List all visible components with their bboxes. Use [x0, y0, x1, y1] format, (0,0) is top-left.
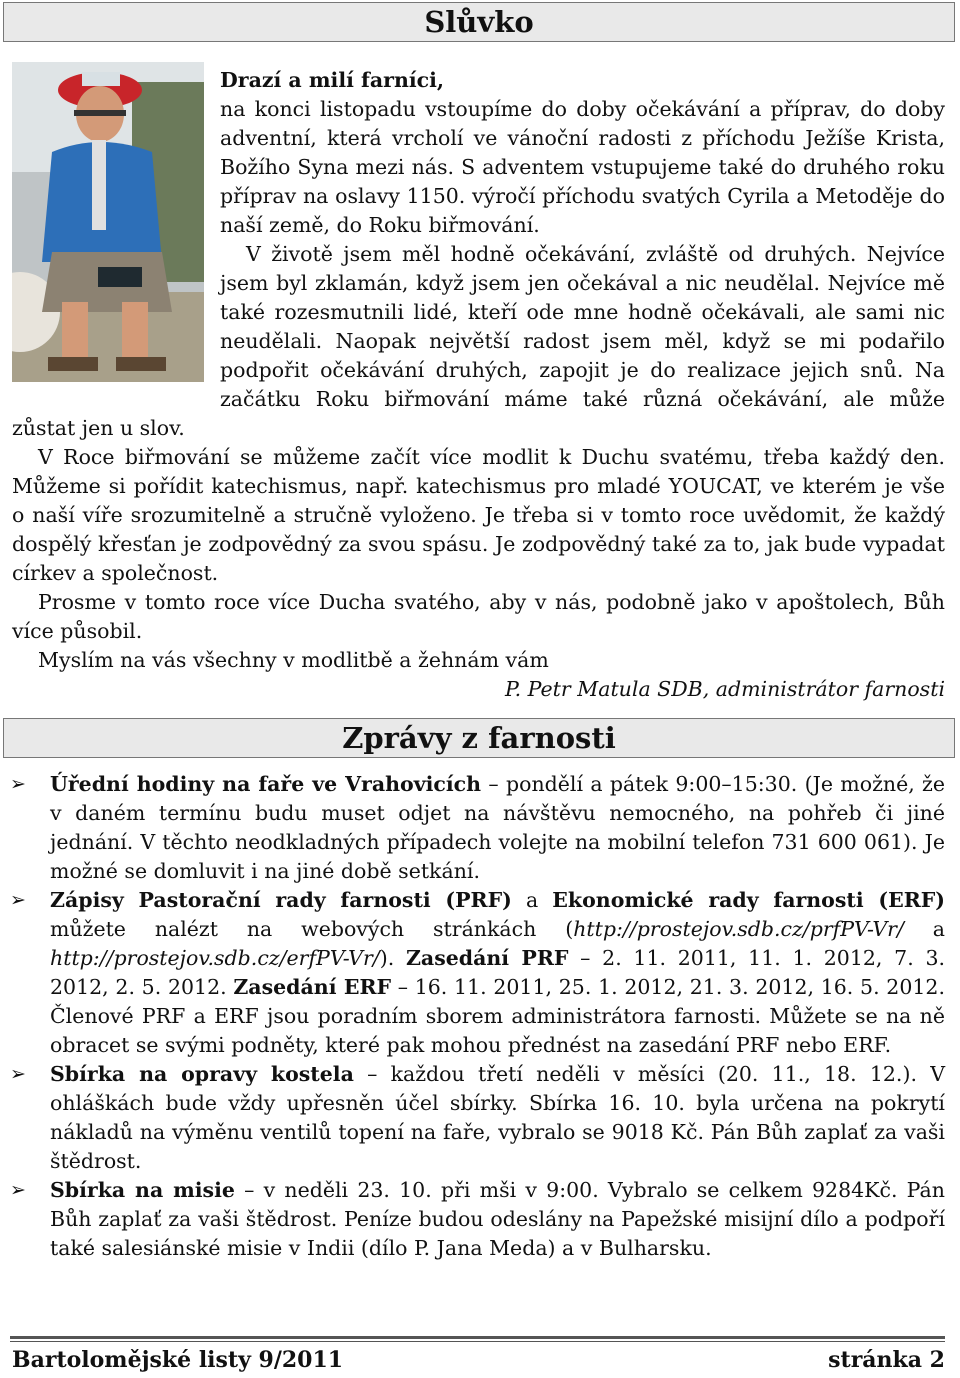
news-item-heading: Sbírka na opravy kostela: [50, 1062, 354, 1086]
arrow-bullet-icon: ➢: [10, 889, 26, 911]
news-item-heading: Ekonomické rady farnosti (ERF): [552, 888, 945, 912]
news-item-text: můžete nalézt na webových stránkách (: [50, 917, 574, 941]
news-item-text: – pondělí a pátek 9:00–15:30. (Je možné, že v daném termínu budu muset odjet na návštěvu nemocného, na pohřeb či jiné jednání. V těchto neodkladných případech volejte na mobilní telefon 731 600 061). Je možné se domluvit i na jiné době setkání.: [50, 772, 945, 883]
news-item-text: – 2. 11. 2011, 11. 1. 2012, 7. 3. 2012, 2. 5. 2012.: [50, 946, 946, 999]
news-item-text: ).: [379, 946, 406, 970]
footer-rule-thick: [10, 1336, 945, 1339]
footer: [12, 1345, 945, 1375]
section-banner-sluvko: [3, 2, 955, 42]
news-item-council-minutes: [10, 886, 945, 1060]
news-item-text: – každou třetí neděli v měsíci (20. 11., 18. 12.). V ohláškách bude vždy upřesněn účel sbírky. Sbírka 16. 10. byla určena na pokrytí nákladů na výměnu ventilů topení na faře, vybralo se 9018 Kč. Pán Bůh zaplať za vaši štědrost.: [50, 1062, 945, 1173]
letter-paragraph-5: Myslím na vás všechny v modlitbě a žehnám vám: [38, 648, 549, 672]
news-item-office-hours: [10, 770, 945, 886]
greeting-text: Drazí a milí farníci,: [220, 68, 445, 92]
footer-rule-thin: [10, 1341, 945, 1342]
letter-paragraph-1: na konci listopadu vstoupíme do doby očekávání a příprav, do doby adventní, která vrcholí ve vánoční radosti z příchodu Ježíše Krista, Božího Syna mezi nás. S adventem vstupujeme také do druhého roku příprav na oslavy 1150. výročí příchodu svatých Cyrila a Metoděje do naší země, do Roku biřmování.: [220, 97, 945, 237]
news-item-church-repair-collection: [10, 1060, 945, 1176]
news-item-heading: Zápisy Pastorační rady farnosti (PRF): [50, 888, 512, 912]
news-item-text: – 16. 11. 2011, 25. 1. 2012, 21. 3. 2012, 16. 5. 2012. Členové PRF a ERF jsou poradním sborem administrátora farnosti. Můžete se na ně obracet se svými podněty, které pak mohou přednést na zasedání PRF nebo ERF.: [50, 975, 945, 1057]
news-list-container: [10, 770, 945, 1263]
letter-paragraph-2: V životě jsem měl hodně očekávání, zvláště od druhých. Nejvíce jsem byl zklamán, když jsem jen očekával a nic neudělal. Nejvíce mě také rozesmutnili lidé, kteří ode mne hodně očekávali, ale sami nic neudělali. Naopak největší radost jsem měl, když se mi podařilo podpořit očekávání druhých, zapojit je do realizace jejich snů. Na začátku Roku biřmování máme také různá očekávání, ale může zůstat jen u slov.: [12, 242, 945, 440]
erf-link[interactable]: http://prostejov.sdb.cz/erfPV-Vr/: [50, 946, 380, 970]
arrow-bullet-icon: ➢: [10, 1063, 26, 1085]
photo-spacer: [12, 66, 220, 386]
news-item-heading: Zasedání ERF: [233, 975, 392, 999]
footer-publication: Bartolomějské listy 9/2011: [12, 1347, 344, 1373]
section-title: Zprávy z farnosti: [342, 721, 616, 755]
section-title: Slůvko: [424, 5, 534, 39]
news-list: [10, 770, 945, 1263]
letter-body: [12, 66, 945, 704]
letter-paragraph-4: Prosme v tomto roce více Ducha svatého, aby v nás, podobně jako v apoštolech, Bůh více působil.: [12, 590, 945, 643]
news-item-text: – v neděli 23. 10. při mši v 9:00. Vybralo se celkem 9284Kč. Pán Bůh zaplať za vaši štědrost. Peníze budou odeslány na Papežské misijní dílo a podpoří také salesiánské misie v Indii (dílo P. Jana Meda) a v Bulharsku.: [50, 1178, 945, 1260]
arrow-bullet-icon: ➢: [10, 773, 26, 795]
news-item-text: a: [511, 888, 553, 912]
arrow-bullet-icon: ➢: [10, 1179, 26, 1201]
news-item-mission-collection: [10, 1176, 945, 1263]
news-item-heading: Sbírka na misie: [50, 1178, 235, 1202]
news-item-heading: Zasedání PRF: [405, 946, 569, 970]
letter-paragraph-3: V Roce biřmování se můžeme začít více modlit k Duchu svatému, třeba každý den. Můžeme si pořídit katechismus, např. katechismus pro mladé YOUCAT, ve kterém je vše o naší víře srozumitelně a stručně vyloženo. Je třeba si v tomto roce uvědomit, že každý dospělý křesťan je zodpovědný za svou spásu. Je zodpovědný také za to, jak bude vypadat církev a společnost.: [12, 445, 945, 585]
footer-page-number: stránka 2: [828, 1347, 945, 1373]
prf-link[interactable]: http://prostejov.sdb.cz/prfPV-Vr/: [573, 917, 904, 941]
news-item-heading: Úřední hodiny na faře ve Vrahovicích: [50, 772, 482, 796]
letter-signature: P. Petr Matula SDB, administrátor farnosti: [505, 677, 945, 701]
news-item-text: a: [903, 917, 945, 941]
section-banner-zpravy: [3, 718, 955, 758]
